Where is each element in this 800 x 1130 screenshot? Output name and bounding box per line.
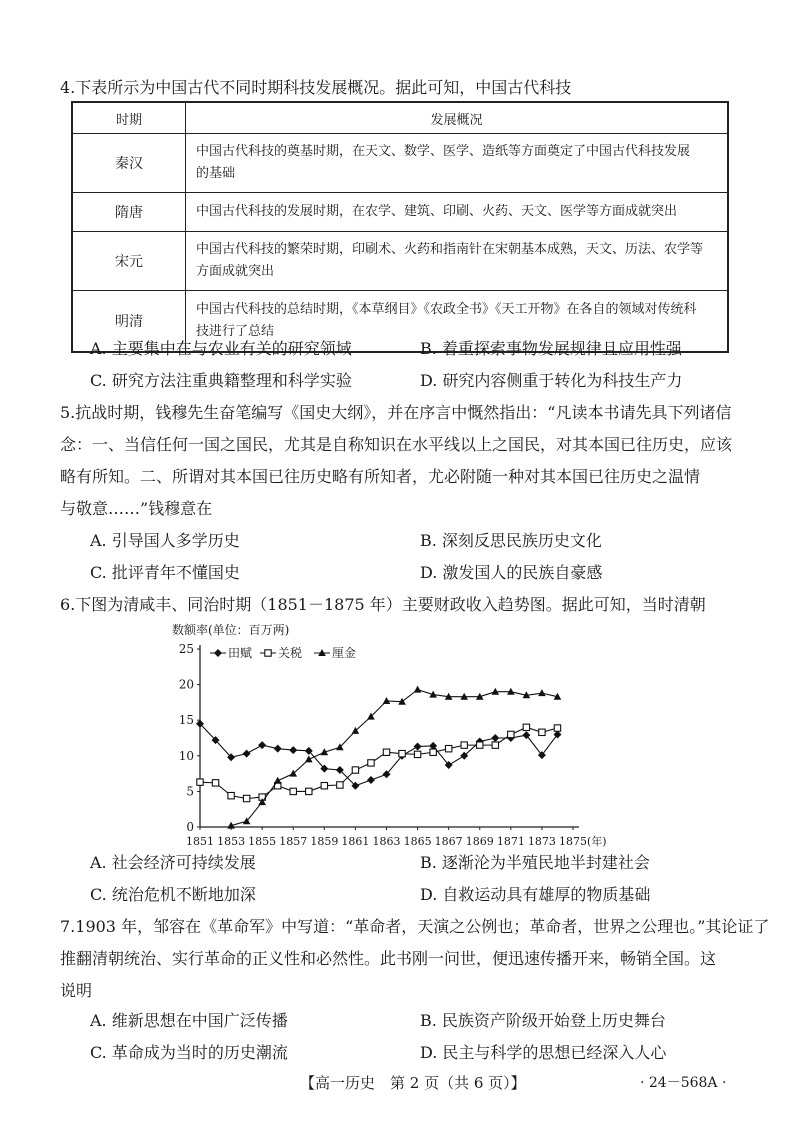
x-tick-label: 1863	[372, 835, 401, 848]
desc-line: 中国古代科技的总结时期，《本草纲目》《农政全书》《天工开物》在各自的领域对传统科	[196, 302, 697, 317]
q5-option-a[interactable]: A. 引导国人多学历史	[90, 531, 240, 550]
data-point	[491, 734, 499, 742]
page-code: · 24－568A ·	[640, 1075, 727, 1091]
q5-line-1: 5.抗战时期，钱穆先生奋笔编写《国史大纲》，并在序言中慨然指出：“凡读本书请先具下列诸信	[60, 403, 732, 422]
q7-line-2: 推翻清朝统治、实行革命的正义性和必然性。此书刚一问世，便迅速传播开来，畅销全国。这	[60, 949, 717, 968]
data-point	[383, 749, 389, 755]
table-row	[72, 193, 728, 232]
legend-label: 田赋	[228, 646, 253, 660]
data-point	[414, 751, 420, 757]
data-point	[430, 749, 436, 755]
q7-option-b[interactable]: B. 民族资产阶级开始登上历史舞台	[420, 1011, 666, 1030]
q7-option-c[interactable]: C. 革命成为当时的历史潮流	[90, 1043, 288, 1062]
data-point	[383, 697, 391, 704]
data-point	[367, 776, 375, 784]
series-line-3	[231, 690, 557, 826]
x-tick-label: 1851	[186, 835, 214, 848]
q5-line-2: 念：一、当信任何一国之国民，尤其是自称知识在水平线以上之国民，对其本国已往历史，应该	[60, 435, 733, 454]
q5-option-c[interactable]: C. 批评青年不懂国史	[90, 563, 240, 582]
table-cell-desc	[186, 193, 729, 232]
table-cell-era: 明清	[72, 291, 186, 353]
data-point	[228, 792, 234, 798]
desc-line: 方面成就突出	[196, 264, 275, 279]
desc-line: 中国古代科技的繁荣时期，印刷术、火药和指南针在宋朝基本成熟，天文、历法、农学等	[196, 242, 704, 257]
x-tick-label: 1867	[434, 835, 463, 848]
table-cell-era: 秦汉	[72, 134, 186, 193]
data-point	[243, 750, 251, 758]
data-point	[197, 779, 203, 785]
x-tick-label: 1855	[248, 835, 277, 848]
q7-line-3: 说明	[60, 981, 93, 1000]
table-cell-desc	[186, 134, 729, 193]
legend-marker	[214, 649, 222, 657]
table-header-desc: 发展概况	[186, 102, 729, 134]
data-point	[477, 742, 483, 748]
desc-line: 中国古代科技的奠基时期，在天文、数学、医学、造纸等方面奠定了中国古代科技发展	[196, 144, 691, 159]
y-tick-label: 20	[178, 677, 194, 692]
series-line-1	[200, 724, 557, 786]
x-tick-label: 1871	[496, 835, 525, 848]
data-point	[368, 760, 374, 766]
data-point	[212, 780, 218, 786]
q5-line-3: 略有所知。二、所谓对其本国已往历史略有所知者，尤必附随一种对其本国已往历史之温情	[60, 467, 701, 486]
q4-option-d[interactable]: D. 研究内容侧重于转化为科技生产力	[420, 371, 683, 390]
desc-line: 技进行了总结	[196, 324, 275, 339]
q4-stem: 4.下表所示为中国古代不同时期科技发展概况。据此可知，中国古代科技	[60, 78, 572, 97]
q6-stem: 6.下图为清咸丰、同治时期（1851－1875 年）主要财政收入趋势图。据此可知，当时清朝	[60, 595, 706, 614]
x-tick-label: 1865	[403, 835, 432, 848]
y-axis-label: 数额率(单位：百万两)	[172, 623, 290, 637]
data-point	[352, 767, 358, 773]
data-point	[321, 783, 327, 789]
q4-option-a[interactable]: A. 主要集中在与农业有关的研究领域	[90, 339, 352, 358]
table-row	[72, 134, 728, 193]
x-axis-label: (年)	[587, 835, 607, 848]
q7-option-a[interactable]: A. 维新思想在中国广泛传播	[90, 1011, 288, 1030]
data-point	[289, 746, 297, 754]
table-cell-era: 隋唐	[72, 193, 186, 232]
q6-option-a[interactable]: A. 社会经济可持续发展	[90, 853, 256, 872]
x-tick-label: 1859	[310, 835, 339, 848]
legend-label: 关税	[278, 646, 303, 660]
q7-line-1: 7.1903 年，邹容在《革命军》中写道：“革命者，天演之公例也；革命者，世界之公理也。”其论证了	[60, 917, 770, 936]
x-tick-label: 1861	[341, 835, 370, 848]
data-point	[258, 741, 266, 749]
tech-table	[71, 101, 729, 353]
data-point	[414, 686, 422, 693]
data-point	[539, 729, 545, 735]
data-point	[461, 742, 467, 748]
data-point	[399, 750, 405, 756]
q6-option-c[interactable]: C. 统治危机不断地加深	[90, 885, 256, 904]
q7-option-d[interactable]: D. 民主与科学的思想已经深入人心	[420, 1043, 667, 1062]
desc-line: 中国古代科技的发展时期，在农学、建筑、印刷、火药、天文、医学等方面成就突出	[196, 204, 678, 219]
q5-option-d[interactable]: D. 激发国人的民族自豪感	[420, 563, 603, 582]
data-point	[305, 755, 313, 762]
x-tick-label: 1857	[279, 835, 308, 848]
data-point	[508, 731, 514, 737]
x-tick-label: 1873	[527, 835, 556, 848]
data-point	[538, 689, 546, 696]
x-tick-label: 1875	[559, 835, 587, 848]
table-row	[72, 232, 728, 291]
data-point	[274, 777, 282, 784]
y-tick-label: 25	[178, 642, 194, 656]
page-footer: 【高一历史 第 2 页（共 6 页）】	[300, 1074, 526, 1092]
y-tick-label: 5	[186, 784, 194, 799]
revenue-chart	[160, 620, 610, 850]
data-point	[274, 745, 282, 753]
x-tick-label: 1853	[217, 835, 246, 848]
data-point	[414, 743, 422, 751]
data-point	[243, 795, 249, 801]
data-point	[554, 725, 560, 731]
q4-option-b[interactable]: B. 着重探索事物发展规律且应用性强	[420, 339, 682, 358]
table-cell-desc	[186, 232, 729, 291]
data-point	[523, 724, 529, 730]
table-cell-era: 宋元	[72, 232, 186, 291]
legend-marker	[265, 650, 271, 656]
data-point	[337, 782, 343, 788]
q6-option-b[interactable]: B. 逐渐沦为半殖民地半封建社会	[420, 853, 650, 872]
data-point	[290, 788, 296, 794]
q5-option-b[interactable]: B. 深刻反思民族历史文化	[420, 531, 602, 550]
data-point	[445, 745, 451, 751]
data-point	[492, 742, 498, 748]
q5-line-4: 与敬意……”钱穆意在	[60, 499, 213, 518]
desc-line: 的基础	[196, 166, 236, 181]
q4-option-c[interactable]: C. 研究方法注重典籍整理和科学实验	[90, 371, 352, 390]
x-tick-label: 1869	[465, 835, 494, 848]
data-point	[306, 788, 312, 794]
table-header-era: 时期	[72, 102, 186, 134]
y-tick-label: 10	[178, 748, 194, 763]
q6-option-d[interactable]: D. 自救运动具有雄厚的物质基础	[420, 885, 651, 904]
legend-label: 厘金	[332, 646, 357, 660]
y-tick-label: 0	[186, 820, 194, 834]
y-tick-label: 15	[178, 713, 194, 728]
